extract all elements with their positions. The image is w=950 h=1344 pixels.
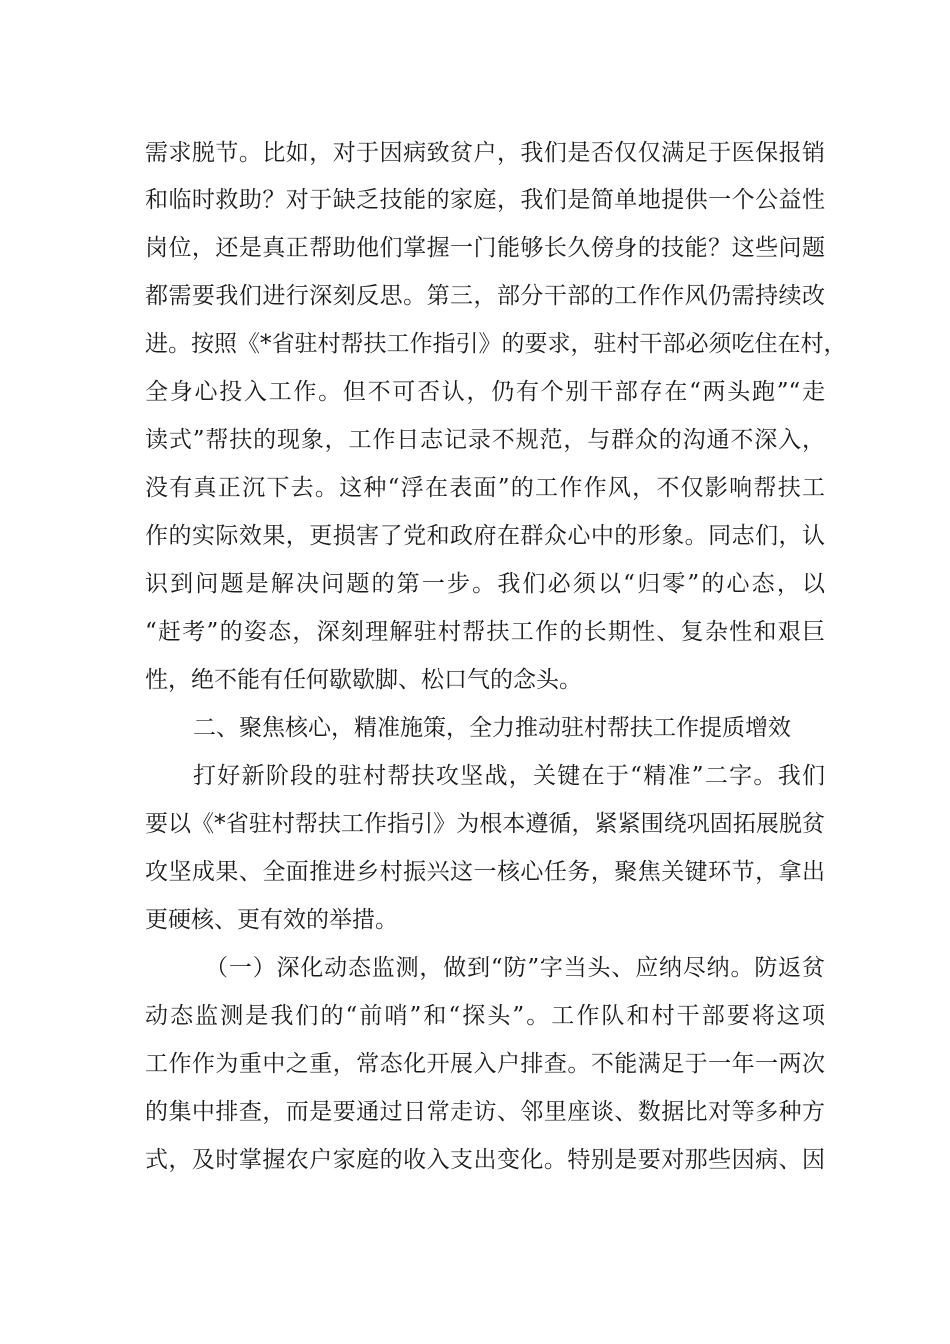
body-text-line-11: “赶考”的姿态，深刻理解驻村帮扶工作的长期性、复杂性和艰巨 xyxy=(145,619,825,645)
body-text-line-2: 和临时救助？对于缺乏技能的家庭，我们是简单地提供一个公益性 xyxy=(145,187,825,213)
body-text-line-8: 没有真正沉下去。这种“浮在表面”的工作作风，不仅影响帮扶工 xyxy=(145,475,825,501)
body-text-line-20: 工作作为重中之重，常态化开展入户排查。不能满足于一年一两次 xyxy=(145,1051,825,1077)
body-text-line-16: 攻坚成果、全面推进乡村振兴这一核心任务，聚焦关键环节，拿出 xyxy=(145,859,825,885)
body-text-line-3: 岗位，还是真正帮助他们掌握一门能够长久傍身的技能？这些问题 xyxy=(145,235,825,261)
body-text-line-5: 进。按照《*省驻村帮扶工作指引》的要求，驻村干部必须吃住在村， xyxy=(145,331,847,357)
body-text-line-17: 更硬核、更有效的举措。 xyxy=(145,907,398,933)
body-text-line-19: 动态监测是我们的“前哨”和“探头”。工作队和村干部要将这项 xyxy=(145,1003,825,1029)
body-text-line-12: 性，绝不能有任何歇歇脚、松口气的念头。 xyxy=(145,667,582,693)
body-text-line-1: 需求脱节。比如，对于因病致贫户，我们是否仅仅满足于医保报销 xyxy=(145,140,825,166)
body-text-line-21: 的集中排查，而是要通过日常走访、邻里座谈、数据比对等多种方 xyxy=(145,1099,825,1125)
body-text-line-6: 全身心投入工作。但不可否认，仍有个别干部存在“两头跑”“走 xyxy=(145,379,825,405)
section-heading: 二、聚焦核心，精准施策，全力推动驻村帮扶工作提质增效 xyxy=(193,715,791,741)
body-text-line-15: 要以《*省驻村帮扶工作指引》为根本遵循，紧紧围绕巩固拓展脱贫 xyxy=(145,811,825,837)
subsection-line-1: （一）深化动态监测，做到“防”字当头、应纳尽纳。防返贫 xyxy=(205,955,825,981)
body-text-line-14: 打好新阶段的驻村帮扶攻坚战，关键在于“精准”二字。我们 xyxy=(193,763,825,789)
body-text-line-10: 识到问题是解决问题的第一步。我们必须以“归零”的心态，以 xyxy=(145,571,825,597)
body-text-line-7: 读式”帮扶的现象，工作日志记录不规范，与群众的沟通不深入， xyxy=(145,427,825,453)
body-text-line-22: 式，及时掌握农户家庭的收入支出变化。特别是要对那些因病、因 xyxy=(145,1147,825,1173)
body-text-line-4: 都需要我们进行深刻反思。第三，部分干部的工作作风仍需持续改 xyxy=(145,283,825,309)
body-text-line-9: 作的实际效果，更损害了党和政府在群众心中的形象。同志们，认 xyxy=(145,523,825,549)
